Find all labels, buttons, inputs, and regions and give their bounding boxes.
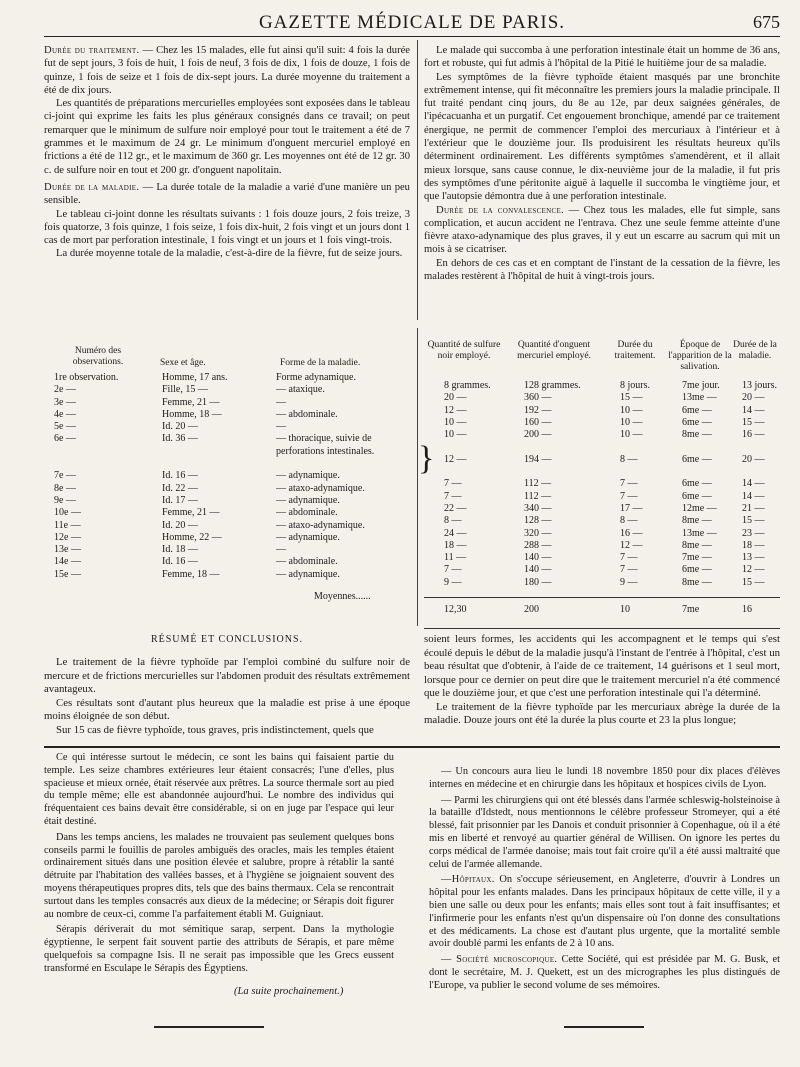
- disease-duration: 12 —: [742, 564, 765, 576]
- disease-form: — ataxo-adynamique.: [276, 482, 365, 494]
- table-row: [44, 421, 410, 433]
- resume-paragraph: Le traitement de la fièvre typhoïde par les mercuriaux abrège la durée de la maladie. Douze jours ont été la durée la plus courte et 23 la plus longue;: [424, 700, 780, 726]
- treatment-duration: 10 —: [620, 429, 643, 441]
- sulfure-qty: 12 —: [444, 453, 467, 465]
- disease-duration: 14 —: [742, 478, 765, 490]
- treatment-duration: 15 —: [620, 392, 643, 404]
- onguent-qty: 140 —: [524, 552, 552, 564]
- disease-form: —: [276, 396, 286, 408]
- sex-age: Femme, 21 —: [162, 396, 220, 408]
- header-numero: Numéro des observations.: [72, 346, 124, 367]
- table-row: [44, 483, 410, 495]
- news-item: — Un concours aura lieu le lundi 18 novembre 1850 pour dix places d'élèves internes en médecine et en chirurgie dans les hôpitaux et hospices civils de Lyon.: [429, 766, 780, 790]
- resume-left: [44, 656, 410, 737]
- onguent-qty: 180 —: [524, 576, 552, 588]
- treatment-duration: 7 —: [620, 552, 638, 564]
- paragraph-quantites: Les quantités de préparations mercurielles employées sont exposées dans le tableau ci-joint qui exprime les faits les plus généraux consignés dans ce travail; on peut remarquer que le minimum de sulfure noir employé pour tout le traitement a été de 7 grammes et le maximum de 24 gr. Le minimum d'onguent mercuriel employé en frictions a été de 112 gr., et le maximum de 360 gr. Les moyennes ont été de 12 gr. 30 c. de sulfure noir en tout et 200 gr. d'onguent napolitain.: [44, 98, 410, 176]
- disease-form: — adynamique.: [276, 470, 340, 482]
- observation-number: 9e —: [54, 494, 76, 506]
- table-header: [44, 346, 410, 372]
- moyenne-onguent: 200: [524, 604, 539, 616]
- sex-age: Femme, 21 —: [162, 507, 220, 519]
- disease-duration: 15 —: [742, 515, 765, 527]
- disease-duration: 14 —: [742, 404, 765, 416]
- disease-duration: 13 jours.: [742, 380, 777, 391]
- sex-age: Femme, 18 —: [162, 568, 220, 580]
- moyenne-duree-traitement: 10: [620, 604, 630, 616]
- sex-age: Id. 36 —: [162, 433, 198, 445]
- treatment-duration: 8 jours.: [620, 380, 650, 391]
- disease-form: — abdominale.: [276, 556, 338, 568]
- sex-age: Id. 17 —: [162, 494, 198, 506]
- observation-number: 10e —: [54, 507, 81, 519]
- resume-paragraph: Le traitement de la fièvre typhoïde par l'emploi combiné du sulfure noir de mercure et de frictions mercurielles sur l'abdomen produit des résultats extrêmement avantageux.: [44, 656, 410, 695]
- sex-age: Homme, 18 —: [162, 408, 222, 420]
- observation-number: 12e —: [54, 531, 81, 543]
- disease-form: —: [276, 544, 286, 556]
- sex-age: Homme, 17 ans.: [162, 372, 228, 383]
- news-text: Cette Société, qui est présidée par M. G. Busk, et dont le secrétaire, M. J. Quekett, est un des micrographes les plus distingués de l'Europe, va publier le second volume de ses mémoires.: [429, 954, 780, 991]
- table-row: [424, 564, 780, 576]
- disease-duration: 23 —: [742, 527, 765, 539]
- onguent-qty: 192 —: [524, 404, 552, 416]
- table-row: [424, 478, 780, 490]
- table-row: [44, 556, 410, 568]
- left-column: [44, 44, 410, 261]
- salivation-epoch: 8me —: [682, 539, 712, 551]
- onguent-qty: 140 —: [524, 564, 552, 576]
- observation-number: 6e —: [54, 433, 76, 445]
- column-divider: [417, 40, 418, 320]
- onguent-qty: 340 —: [524, 502, 552, 514]
- treatment-duration: 7 —: [620, 564, 638, 576]
- salivation-epoch: 8me —: [682, 576, 712, 588]
- table-row: [44, 409, 410, 421]
- moyennes-row: [424, 604, 780, 616]
- sex-age: Id. 16 —: [162, 556, 198, 568]
- table-row: [424, 540, 780, 552]
- header-sulfure: Quantité de sulfure noir employé.: [427, 340, 501, 361]
- disease-duration: 15 —: [742, 416, 765, 428]
- disease-form: Forme adynamique.: [276, 372, 356, 383]
- paragraph-duree-traitement: [44, 44, 410, 97]
- right-column: [424, 44, 780, 283]
- treatment-duration: 7 —: [620, 490, 638, 502]
- paragraph-duree-maladie: [44, 181, 410, 208]
- sulfure-qty: 20 —: [444, 392, 467, 404]
- column-divider-lower: [417, 328, 418, 626]
- disease-form: — adynamique.: [276, 494, 340, 506]
- disease-form: —: [276, 421, 286, 433]
- onguent-qty: 128 —: [524, 515, 552, 527]
- table-row: [44, 470, 410, 482]
- salivation-epoch: 6me —: [682, 416, 712, 428]
- table-row: [424, 528, 780, 540]
- table-header: [424, 340, 780, 380]
- sulfure-qty: 8 —: [444, 515, 462, 527]
- page-header: [44, 10, 780, 37]
- salivation-epoch: 6me —: [682, 490, 712, 502]
- onguent-qty: 200 —: [524, 429, 552, 441]
- onguent-qty: 128 grammes.: [524, 380, 581, 391]
- onguent-qty: 288 —: [524, 539, 552, 551]
- disease-duration: 13 —: [742, 552, 765, 564]
- table-row: [424, 491, 780, 503]
- moyennes-label: Moyennes......: [314, 591, 371, 603]
- header-forme: Forme de la maladie.: [280, 358, 361, 368]
- page-number: 675: [753, 12, 780, 32]
- sulfure-qty: 7 —: [444, 490, 462, 502]
- table-row: [44, 520, 410, 532]
- disease-duration: 20 —: [742, 453, 765, 465]
- salivation-epoch: 13me —: [682, 392, 717, 404]
- onguent-qty: 360 —: [524, 392, 552, 404]
- sex-age: Id. 16 —: [162, 470, 198, 482]
- table-row: [424, 392, 780, 404]
- onguent-qty: 112 —: [524, 490, 552, 502]
- disease-duration: 21 —: [742, 502, 765, 514]
- table-row: [44, 433, 410, 470]
- table-rule: [424, 593, 780, 598]
- quantities-table: [418, 340, 780, 616]
- observation-number: 5e —: [54, 421, 76, 433]
- news-text: On s'occupe sérieusement, en Angleterre, d'ouvrir à Londres un hôpital pour les enfants malades. Dans les principaux hôpitaux de cette ville, il y a bien une salle ou deux pour les enfants; mais elles sont tout à fait insuffisantes; et l'infirmerie pour les enfants n'est qu'un dispensaire où l'on donne des consultations et des médicaments. La chose est d'autant plus urgente, que la mortalité semble avoir doublé parmi les enfants de 2 à 10 ans.: [429, 874, 780, 950]
- paragraph-text: — La durée totale de la maladie a varié d'une manière un peu sensible.: [44, 181, 410, 207]
- salivation-epoch: 7me jour.: [682, 380, 720, 391]
- paragraph-hopital: En dehors de ces cas et en comptant de l'instant de la cessation de la fièvre, les malades restèrent à l'hôpital de huit à vingt-trois jours.: [424, 257, 780, 283]
- table-row: [44, 532, 410, 544]
- brace-mark: }: [418, 440, 435, 478]
- salivation-epoch: 6me —: [682, 478, 712, 490]
- salivation-epoch: 13me —: [682, 527, 717, 539]
- table-row: [44, 569, 410, 581]
- sex-age: Id. 18 —: [162, 544, 198, 556]
- treatment-duration: 7 —: [620, 478, 638, 490]
- table-row: [424, 405, 780, 417]
- onguent-qty: 320 —: [524, 527, 552, 539]
- moyennes-row: [44, 591, 410, 603]
- sulfure-qty: 8 grammes.: [444, 380, 491, 391]
- sulfure-qty: 11 —: [444, 552, 467, 564]
- sulfure-qty: 18 —: [444, 539, 467, 551]
- end-rule: [154, 1026, 264, 1028]
- paragraph-text: — Chez tous les malades, elle fut simple, sans complication, et aucun accident ne l'entrava. Chez une seule femme atteinte d'une fièvre ataxo-adynamique des plus graves, il y eut un escarre au sacrum qui mit un mois à se cicatriser.: [424, 204, 781, 256]
- treatment-duration: 8 —: [620, 515, 638, 527]
- header-epoque: Époque de l'apparition de la salivation.: [668, 340, 732, 372]
- observation-number: 8e —: [54, 482, 76, 494]
- salivation-epoch: 6me —: [682, 404, 712, 416]
- salivation-epoch: 7me —: [682, 552, 712, 564]
- treatment-duration: 9 —: [620, 576, 638, 588]
- disease-duration: 14 —: [742, 490, 765, 502]
- section-label: Durée de la maladie.: [44, 181, 140, 193]
- disease-duration: 20 —: [742, 392, 765, 404]
- disease-form: — adynamique.: [276, 568, 340, 580]
- salivation-epoch: 8me —: [682, 515, 712, 527]
- sulfure-qty: 7 —: [444, 478, 462, 490]
- paragraph-duree-moyenne: La durée moyenne totale de la maladie, c'est-à-dire de la fièvre, fut de seize jours.: [56, 248, 403, 260]
- section-label: Durée de la convalescence.: [436, 204, 564, 216]
- table-row: [424, 380, 780, 392]
- header-sexe: Sexe et âge.: [160, 358, 206, 368]
- paragraph-malade: Le malade qui succomba à une perforation intestinale était un homme de 36 ans, fort et robuste, qui fut admis à l'hôpital de la Pitié le huitième jour de sa maladie.: [424, 45, 780, 70]
- sulfure-qty: 12 —: [444, 404, 467, 416]
- news-item-hopitaux: [429, 874, 780, 951]
- disease-form: — ataxique.: [276, 384, 325, 396]
- resume-paragraph: Ces résultats sont d'autant plus heureux que la maladie est prise à une époque moins éloignée de son début.: [44, 696, 410, 722]
- treatment-duration: 16 —: [620, 527, 643, 539]
- news-label: — Société microscopique.: [441, 954, 558, 966]
- resume-right: [424, 633, 780, 728]
- table-row: [44, 384, 410, 396]
- treatment-duration: 10 —: [620, 416, 643, 428]
- table-row: [44, 495, 410, 507]
- sex-age: Id. 20 —: [162, 421, 198, 433]
- observation-number: 11e —: [54, 519, 81, 531]
- disease-duration: 15 —: [742, 576, 765, 588]
- onguent-qty: 194 —: [524, 453, 552, 465]
- paragraph-convalescence: [424, 204, 780, 257]
- table-row: [44, 544, 410, 556]
- table-row: [44, 397, 410, 409]
- table-row: [424, 577, 780, 589]
- feuilleton-paragraph: Sérapis dériverait du mot sémitique sarap, serpent. Dans la mythologie égyptienne, le serpent fait souvent partie des attributs de Sérapis, et pare même quelquefois sa compagne Isis. Il ne serait pas impossible que les Grecs eussent transformé en Esculape le Sérapis des Égyptiens.: [44, 924, 394, 974]
- journal-title: GAZETTE MÉDICALE DE PARIS.: [258, 12, 566, 33]
- observation-number: 15e —: [54, 568, 81, 580]
- header-duree-traitement: Durée du traitement.: [614, 340, 656, 361]
- news-item-societe: [429, 954, 780, 992]
- sex-age: Fille, 15 —: [162, 384, 208, 396]
- feuilleton-left: [44, 752, 394, 979]
- observation-number: 3e —: [54, 396, 76, 408]
- sex-age: Homme, 22 —: [162, 531, 222, 543]
- observations-table: [44, 346, 410, 603]
- header-onguent: Quantité d'onguent mercuriel employé.: [517, 340, 591, 361]
- sulfure-qty: 9 —: [444, 576, 462, 588]
- moyenne-epoque: 7me: [682, 604, 700, 616]
- disease-form: — abdominale.: [276, 408, 338, 420]
- sulfure-qty: 7 —: [444, 564, 462, 576]
- table-row: [424, 515, 780, 527]
- treatment-duration: 12 —: [620, 539, 643, 551]
- section-label: Durée du traitement.: [44, 45, 140, 56]
- feuilleton-right: [429, 766, 780, 996]
- table-body: [418, 380, 780, 589]
- disease-duration: 18 —: [742, 539, 765, 551]
- table-row: [424, 417, 780, 429]
- table-row: [418, 440, 780, 478]
- header-duree-maladie: Durée de la maladie.: [733, 340, 777, 361]
- observation-number: 1re observation.: [54, 372, 119, 383]
- disease-duration: 16 —: [742, 429, 765, 441]
- disease-form: — ataxo-adynamique.: [276, 519, 365, 531]
- moyenne-sulfure: 12,30: [444, 604, 467, 616]
- table-row: [424, 429, 780, 441]
- onguent-qty: 160 —: [524, 416, 552, 428]
- table-bottom-rule: [424, 628, 780, 629]
- resume-paragraph: soient leurs formes, les accidents qui les accompagnent et le temps qui s'est écoulé depuis le début de la maladie jusqu'à l'instant de l'entrée à l'hôpital, c'est un beau résultat que d'obtenir, à l'aide de ce traitement, 14 guérisons et 1 seul mort, lorsque pour ce dernier on peut dire que le traitement mercuriel n'a été commencé que le douzième jour, et que c'est une perforation intestinale qui l'a déterminé.: [424, 633, 780, 699]
- table-row: [44, 507, 410, 519]
- sulfure-qty: 10 —: [444, 416, 467, 428]
- resume-title: RÉSUMÉ ET CONCLUSIONS.: [150, 634, 304, 645]
- sex-age: Id. 20 —: [162, 519, 198, 531]
- observation-number: 4e —: [54, 408, 76, 420]
- paragraph-text: — Chez les 15 malades, elle fut ainsi qu'il suit: 4 fois la durée fut de sept jours, 3 fois de huit, 1 fois de neuf, 3 fois de dix, 1 fois de douze, 1 fois de quinze, 1 fois de seize et 1 fois de dix-sept jours. La durée moyenne du traitement a été de dix jours.: [44, 45, 410, 96]
- feuilleton-paragraph: Ce qui intéresse surtout le médecin, ce sont les bains qui faisaient partie du temple. Les seize chambres extérieures leur étaient consacrés; l'une d'elles, plus spacieuse et mieux ornée, était réservée aux prêtres. La source thermale sort au pied du temple même; elle est abandonnée aujourd'hui. Le nombre des individus qui fréquentaient ces bains devait être considérable, si on en juge par l'espace qui leur était destiné.: [44, 752, 394, 827]
- observation-number: 14e —: [54, 556, 81, 568]
- disease-form: — adynamique.: [276, 531, 340, 543]
- table-body: [44, 372, 410, 581]
- table-row: [44, 372, 410, 384]
- treatment-duration: 10 —: [620, 404, 643, 416]
- treatment-duration: 17 —: [620, 502, 643, 514]
- treatment-duration: 8 —: [620, 453, 638, 465]
- suite-note: (La suite prochainement.): [234, 986, 344, 997]
- sulfure-qty: 24 —: [444, 527, 467, 539]
- salivation-epoch: 6me —: [682, 564, 712, 576]
- onguent-qty: 112 —: [524, 478, 552, 490]
- paragraph-symptomes: Les symptômes de la fièvre typhoïde étaient masqués par une bronchite extrêmement intense, qui fit méconnaître les premiers jours la maladie principale. Il fut traité pendant cinq jours, du 8e au 12e, par deux saignées générales, de l'ipécacuanha et un purgatif. Cet engouement bronchique, amendé par ce traitement énergique, ne permit de commencer l'emploi des mercuriaux à l'intérieur et à l'extérieur que le douzième jour. Ils produisirent les résultats heureux qu'ils déterminent ordinairement. Les différents symptômes s'amendèrent, et il allait mieux lorsque, sans cause connue, le dix-neuvième jour de la maladie, il fut pris des symptômes d'une péritonite aiguë à laquelle il succomba le vingtième jour, et que l'autopsie démontra due à une perforation intestinale.: [424, 71, 780, 203]
- salivation-epoch: 12me —: [682, 502, 717, 514]
- end-rule: [564, 1026, 644, 1028]
- salivation-epoch: 8me —: [682, 429, 712, 441]
- salivation-epoch: 6me —: [682, 453, 712, 465]
- feuilleton-rule: [44, 746, 780, 748]
- disease-form: — abdominale.: [276, 507, 338, 519]
- newspaper-page: [44, 0, 780, 1067]
- observation-number: 7e —: [54, 470, 76, 482]
- resume-paragraph: Sur 15 cas de fièvre typhoïde, tous graves, pris indistinctement, quels que: [56, 723, 374, 736]
- paragraph-resultats: Le tableau ci-joint donne les résultats suivants : 1 fois douze jours, 2 fois treize, 3 fois quatorze, 3 fois quinze, 1 fois seize, 1 fois dix-huit, 2 fois vingt et un jours dont 1 cas de mort par perforation intestinale, 1 fois vingt et un jours et 1 fois vingt-trois.: [44, 208, 410, 247]
- sex-age: Id. 22 —: [162, 482, 198, 494]
- moyenne-duree-maladie: 16: [742, 604, 752, 616]
- sulfure-qty: 22 —: [444, 502, 467, 514]
- table-row: [424, 552, 780, 564]
- feuilleton-paragraph: Dans les temps anciens, les malades ne trouvaient pas seulement quelques bons conseils parmi le fouillis de paroles ambiguës des oracles, mais les temples étaient ordinairement situés dans une position élevée et salubre, propre à rétablir la santé détruite par l'habitation des vallées basses, et à l'hygiène se joignaient souvent des moyens thérapeutiques propres dits, tels que des bains thermaux. Cela se rencontrait surtout dans les temples consacrés aux dieux de la médecine; or Sérapis doit figurer au nombre de ceux-ci, comme l'a parfaitement établi M. Guigniaut.: [44, 831, 395, 920]
- sulfure-qty: 10 —: [444, 429, 467, 441]
- table-row: [424, 503, 780, 515]
- observation-number: 2e —: [54, 384, 76, 396]
- news-item: — Parmi les chirurgiens qui ont été blessés dans l'armée schleswig-holsteinoise à la bataille d'Idstedt, nous mentionnons le célèbre professeur Stromeyer, qui a été blessé, fait prisonnier par les Danois et conduit prisonnier à Copenhague, où il a été mis en liberté et renvoyé au quartier général de Willisen. On ignore les pertes du corps médical de l'armée danoise; mais tout fait croire qu'il a été aussi maltraité que celui de l'armée allemande.: [429, 794, 780, 870]
- news-label: —Hôpitaux.: [441, 874, 495, 886]
- observation-number: 13e —: [54, 544, 81, 556]
- disease-form: — thoracique, suivie de perforations intestinales.: [276, 433, 375, 457]
